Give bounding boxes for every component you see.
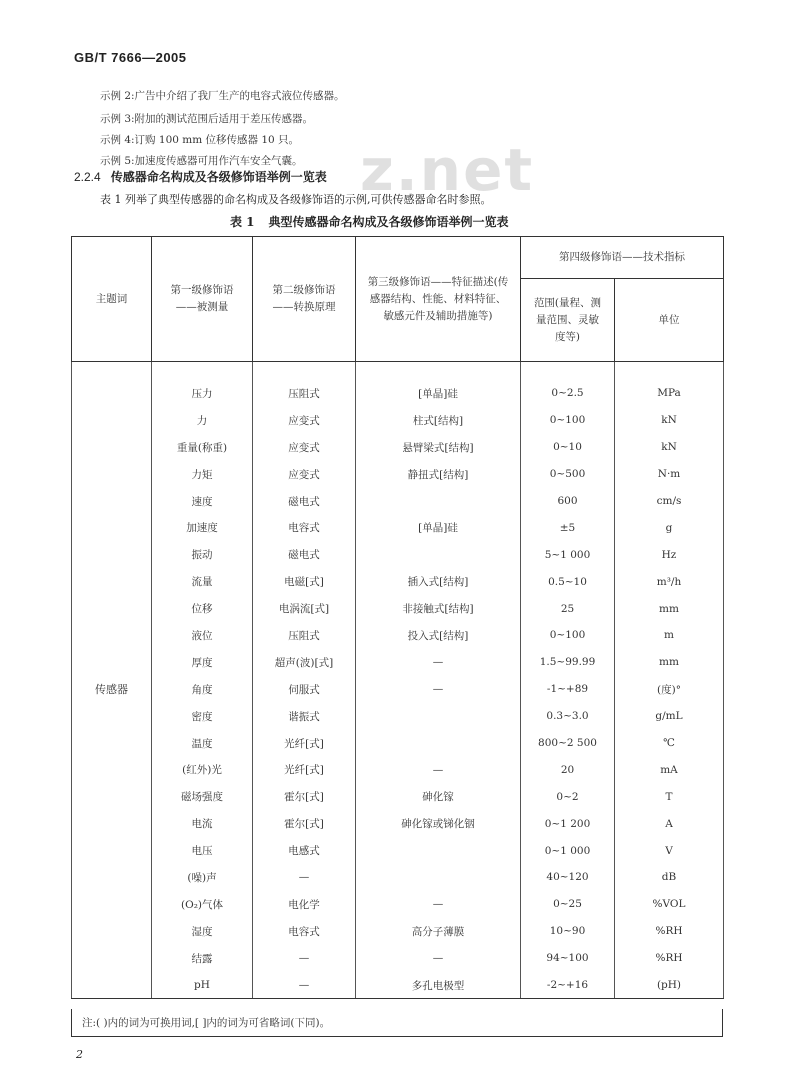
table-row (72, 622, 724, 649)
header-range: 范围(量程、测量范围、灵敏度等) (521, 279, 615, 362)
unit-cell: V (615, 837, 724, 864)
example-2: 示例 2:广告中介绍了我厂生产的电容式液位传感器。 (100, 90, 345, 102)
table-number: 表 1 (230, 215, 255, 229)
feature-cell (356, 837, 521, 864)
measurand-cell: (红外)光 (152, 756, 253, 783)
unit-cell: T (615, 783, 724, 810)
principle-cell: 压阻式 (253, 362, 356, 407)
unit-cell: mm (615, 595, 724, 622)
example-3: 示例 3:附加的测试范围后适用于差压传感器。 (100, 113, 314, 125)
measurand-cell: 速度 (152, 488, 253, 515)
unit-cell: cm/s (615, 488, 724, 515)
measurand-cell: 力矩 (152, 461, 253, 488)
table-row (72, 891, 724, 918)
feature-cell: — (356, 891, 521, 918)
range-cell: 5~1 000 (521, 541, 615, 568)
table-caption (230, 213, 509, 230)
principle-cell: 磁电式 (253, 488, 356, 515)
table-row (72, 730, 724, 757)
unit-cell: N·m (615, 461, 724, 488)
principle-cell: 霍尔[式] (253, 810, 356, 837)
table-row (72, 595, 724, 622)
principle-cell: — (253, 864, 356, 891)
feature-cell (356, 488, 521, 515)
principle-cell: 电磁[式] (253, 568, 356, 595)
table-row (72, 676, 724, 703)
table-row (72, 514, 724, 541)
range-cell: 0~10 (521, 434, 615, 461)
header-level3: 第三级修饰语——特征描述(传感器结构、性能、材料特征、敏感元件及辅助措施等) (356, 237, 521, 362)
measurand-cell: 厚度 (152, 649, 253, 676)
table-row (72, 945, 724, 972)
principle-cell: 电感式 (253, 837, 356, 864)
range-cell: 800~2 500 (521, 730, 615, 757)
principle-cell: 光纤[式] (253, 730, 356, 757)
feature-cell: 砷化镓 (356, 783, 521, 810)
measurand-cell: 位移 (152, 595, 253, 622)
measurand-cell: pH (152, 972, 253, 999)
measurand-cell: 温度 (152, 730, 253, 757)
feature-cell: [单晶]硅 (356, 362, 521, 407)
measurand-cell: 电流 (152, 810, 253, 837)
range-cell: -1~+89 (521, 676, 615, 703)
feature-cell: [单晶]硅 (356, 514, 521, 541)
unit-cell: m (615, 622, 724, 649)
measurand-cell: 流量 (152, 568, 253, 595)
feature-cell: — (356, 756, 521, 783)
measurand-cell: 液位 (152, 622, 253, 649)
unit-cell: Hz (615, 541, 724, 568)
measurand-cell: 磁场强度 (152, 783, 253, 810)
feature-cell: 高分子薄膜 (356, 918, 521, 945)
measurand-cell: 结露 (152, 945, 253, 972)
unit-cell: kN (615, 434, 724, 461)
range-cell: 25 (521, 595, 615, 622)
principle-cell: 磁电式 (253, 541, 356, 568)
range-cell: 20 (521, 756, 615, 783)
table-row (72, 434, 724, 461)
unit-cell: g (615, 514, 724, 541)
table-row (72, 783, 724, 810)
principle-cell: 伺服式 (253, 676, 356, 703)
standard-number-header: GB/T 7666—2005 (74, 50, 187, 65)
measurand-cell: 电压 (152, 837, 253, 864)
unit-cell: g/mL (615, 703, 724, 730)
principle-cell: 电化学 (253, 891, 356, 918)
principle-cell: 应变式 (253, 461, 356, 488)
example-4: 示例 4:订购 100 mm 位移传感器 10 只。 (100, 134, 300, 146)
unit-cell: %RH (615, 918, 724, 945)
header-level2: 第二级修饰语——转换原理 (253, 237, 356, 362)
section-number: 2.2.4 (74, 170, 101, 184)
unit-cell: mA (615, 756, 724, 783)
table-row (72, 918, 724, 945)
feature-cell: — (356, 945, 521, 972)
feature-cell (356, 864, 521, 891)
feature-cell: 多孔电极型 (356, 972, 521, 999)
principle-cell: 光纤[式] (253, 756, 356, 783)
header-level1: 第一级修饰语——被测量 (152, 237, 253, 362)
unit-cell: (pH) (615, 972, 724, 999)
table-row (72, 488, 724, 515)
table-title: 典型传感器命名构成及各级修饰语举例一览表 (268, 215, 509, 229)
range-cell: 1.5~99.99 (521, 649, 615, 676)
principle-cell: 谐振式 (253, 703, 356, 730)
unit-cell: %VOL (615, 891, 724, 918)
table-row (72, 362, 724, 407)
header-subject: 主题词 (72, 237, 152, 362)
example-5: 示例 5:加速度传感器可用作汽车安全气囊。 (100, 155, 303, 167)
principle-cell: — (253, 972, 356, 999)
unit-cell: (度)° (615, 676, 724, 703)
header-level4: 第四级修饰语——技术指标 (521, 237, 724, 279)
table-row (72, 864, 724, 891)
range-cell: 40~120 (521, 864, 615, 891)
range-cell: 0~1 000 (521, 837, 615, 864)
measurand-cell: 湿度 (152, 918, 253, 945)
range-cell: ±5 (521, 514, 615, 541)
measurand-cell: (噪)声 (152, 864, 253, 891)
principle-cell: 电容式 (253, 918, 356, 945)
feature-cell (356, 541, 521, 568)
principle-cell: 电容式 (253, 514, 356, 541)
principle-cell: 超声(波)[式] (253, 649, 356, 676)
table-row (72, 972, 724, 999)
range-cell: 0~500 (521, 461, 615, 488)
table-body (72, 362, 724, 999)
page-number: 2 (76, 1048, 83, 1061)
range-cell: 94~100 (521, 945, 615, 972)
feature-cell: 砷化镓或锑化铟 (356, 810, 521, 837)
principle-cell: — (253, 945, 356, 972)
range-cell: 10~90 (521, 918, 615, 945)
watermark: z.net (360, 136, 535, 204)
subject-cell: 传感器 (72, 362, 152, 999)
feature-cell: 投入式[结构] (356, 622, 521, 649)
table-note: 注:( )内的词为可换用词,[ ]内的词为可省略词(下同)。 (71, 1009, 723, 1037)
unit-cell: MPa (615, 362, 724, 407)
measurand-cell: 加速度 (152, 514, 253, 541)
principle-cell: 霍尔[式] (253, 783, 356, 810)
unit-cell: ℃ (615, 730, 724, 757)
table-row (72, 649, 724, 676)
unit-cell: dB (615, 864, 724, 891)
feature-cell: 静扭式[结构] (356, 461, 521, 488)
measurand-cell: 角度 (152, 676, 253, 703)
feature-cell: — (356, 649, 521, 676)
principle-cell: 应变式 (253, 407, 356, 434)
unit-cell: %RH (615, 945, 724, 972)
feature-cell: 插入式[结构] (356, 568, 521, 595)
range-cell: 0~2.5 (521, 362, 615, 407)
principle-cell: 应变式 (253, 434, 356, 461)
feature-cell (356, 730, 521, 757)
measurand-cell: 重量(称重) (152, 434, 253, 461)
table-row (72, 810, 724, 837)
table-row (72, 461, 724, 488)
measurand-cell: 密度 (152, 703, 253, 730)
section-heading (74, 168, 327, 185)
intro-paragraph: 表 1 列举了典型传感器的命名构成及各级修饰语的示例,可供传感器命名时参照。 (100, 193, 492, 206)
range-cell: 0.3~3.0 (521, 703, 615, 730)
range-cell: 0~1 200 (521, 810, 615, 837)
feature-cell: 悬臂梁式[结构] (356, 434, 521, 461)
unit-cell: kN (615, 407, 724, 434)
range-cell: -2~+16 (521, 972, 615, 999)
measurand-cell: 力 (152, 407, 253, 434)
table-row (72, 407, 724, 434)
measurand-cell: (O₂)气体 (152, 891, 253, 918)
unit-cell: m³/h (615, 568, 724, 595)
measurand-cell: 压力 (152, 362, 253, 407)
principle-cell: 电涡流[式] (253, 595, 356, 622)
range-cell: 0~25 (521, 891, 615, 918)
measurand-cell: 振动 (152, 541, 253, 568)
table-row (72, 837, 724, 864)
table-row (72, 703, 724, 730)
range-cell: 600 (521, 488, 615, 515)
table-row (72, 541, 724, 568)
unit-cell: A (615, 810, 724, 837)
unit-cell: mm (615, 649, 724, 676)
feature-cell: — (356, 676, 521, 703)
range-cell: 0~100 (521, 407, 615, 434)
feature-cell: 非接触式[结构] (356, 595, 521, 622)
feature-cell (356, 703, 521, 730)
section-title: 传感器命名构成及各级修饰语举例一览表 (110, 170, 327, 184)
range-cell: 0~100 (521, 622, 615, 649)
range-cell: 0.5~10 (521, 568, 615, 595)
table-row (72, 756, 724, 783)
range-cell: 0~2 (521, 783, 615, 810)
feature-cell: 柱式[结构] (356, 407, 521, 434)
table-row (72, 568, 724, 595)
principle-cell: 压阻式 (253, 622, 356, 649)
header-unit: 单位 (615, 279, 724, 362)
sensor-naming-table (71, 236, 724, 999)
